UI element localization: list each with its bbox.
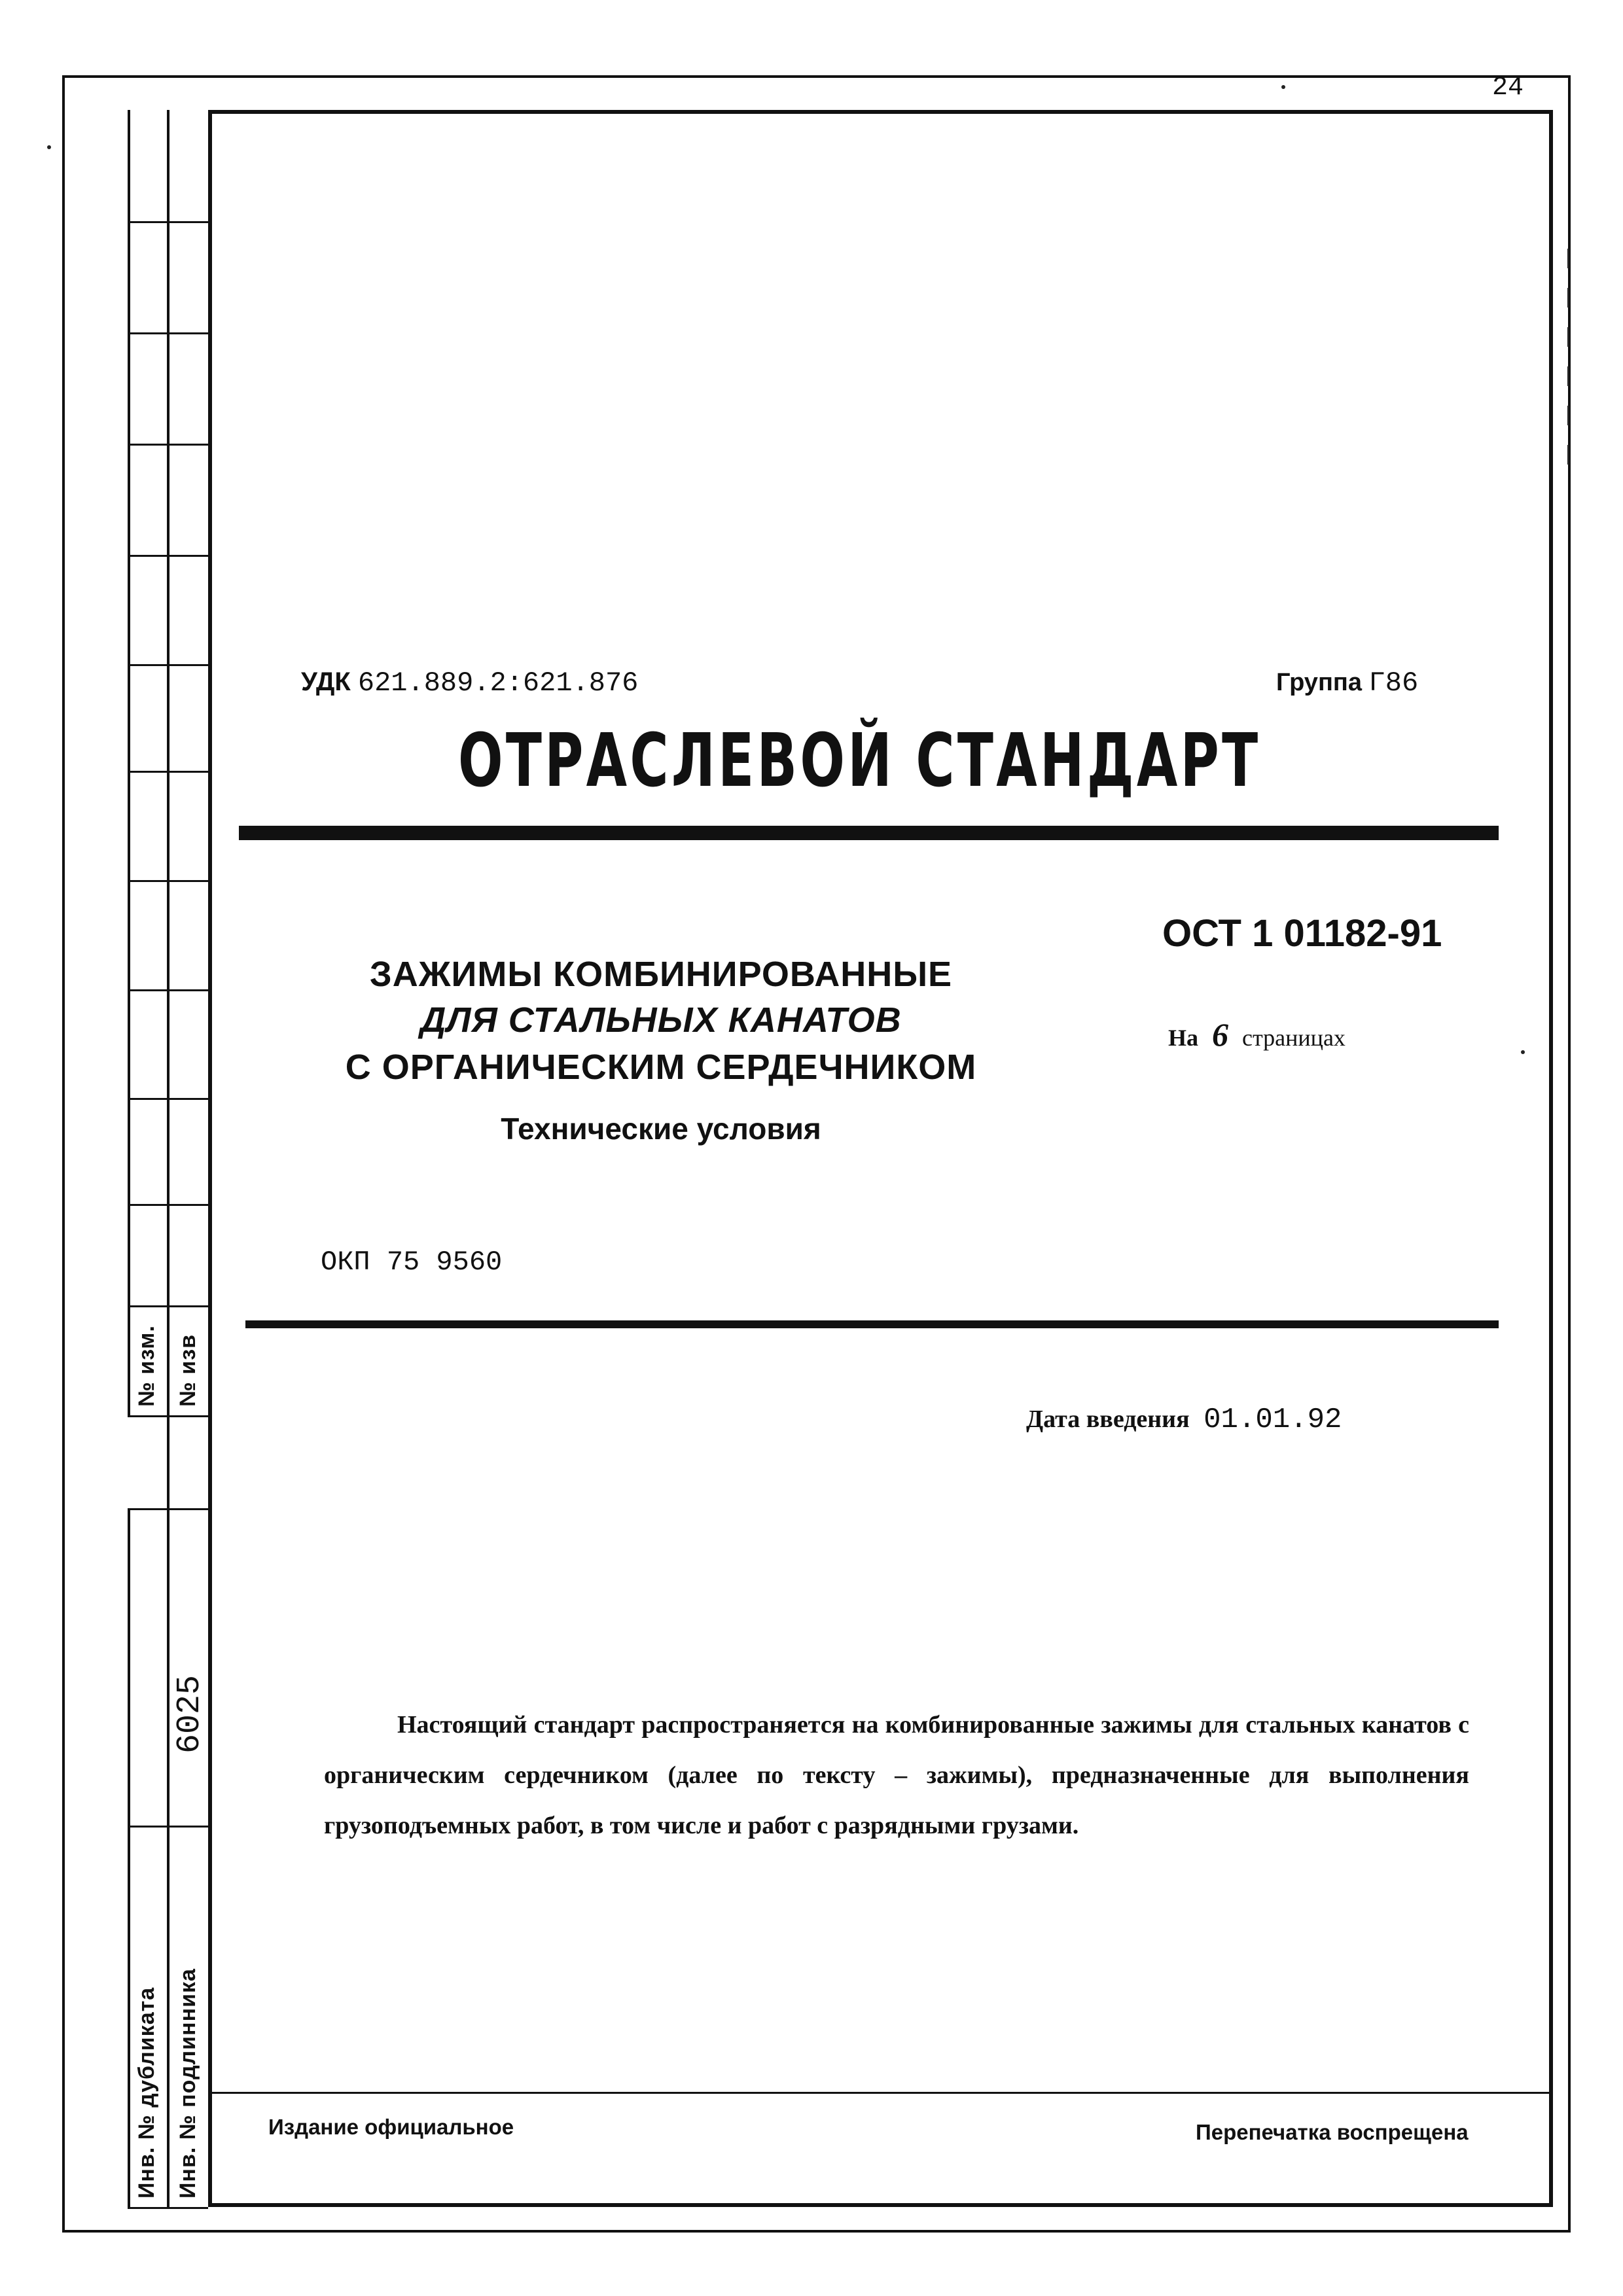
scan-speck [1281, 85, 1285, 89]
standard-type-heading: ОТРАСЛЕВОЙ СТАНДАРТ [458, 718, 1261, 804]
margin-cell-divider [128, 2207, 208, 2209]
margin-cell-divider [128, 1305, 208, 1307]
pages-prefix: На [1168, 1025, 1199, 1051]
udk-label: УДК [301, 667, 351, 696]
duplicate-inventory-label: Инв. № дубликата [134, 1987, 159, 2199]
margin-cell-divider [128, 332, 208, 334]
udk-value: 621.889.2:621.876 [357, 667, 639, 699]
document-title-line-2: ДЛЯ СТАЛЬНЫХ КАНАТОВ [420, 1000, 902, 1040]
scan-mark [1567, 249, 1569, 471]
margin-cell-divider [128, 1826, 208, 1828]
inventory-number: 6025 [171, 1674, 209, 1754]
margin-cell-divider [128, 1204, 208, 1206]
pages-count: 6 [1212, 1016, 1229, 1053]
page-number: 24 [1492, 73, 1524, 103]
introduction-date-value: 01.01.92 [1204, 1404, 1342, 1436]
scan-speck [1521, 1050, 1525, 1054]
introduction-date-label: Дата введения [1026, 1405, 1190, 1433]
notice-number-label: № изв [175, 1333, 200, 1407]
margin-left-border [128, 110, 130, 1415]
official-edition-note: Издание официальное [268, 2115, 514, 2139]
heading-rule [239, 826, 1499, 840]
margin-left-border [128, 1508, 130, 2207]
document-subtitle: Технические условия [501, 1112, 821, 1146]
scan-speck [47, 145, 51, 149]
section-rule [245, 1320, 1499, 1328]
group-line [1276, 667, 1418, 699]
margin-cell-divider [128, 221, 208, 223]
margin-cell-divider [128, 555, 208, 557]
main-frame [208, 110, 1553, 2207]
group-label: Группа [1276, 669, 1362, 696]
introduction-date [1026, 1404, 1342, 1436]
scope-text: Настоящий стандарт распространяется на комбинированные зажимы для стальных канатов с органическим сердечником (далее по тексту – зажимы), предназначенные для выполнения грузоподъемных работ, в том числе и работ с разрядными грузами. [324, 1711, 1469, 1839]
margin-cell-divider [128, 1098, 208, 1100]
margin-cell-divider [128, 664, 208, 666]
footer-rule [208, 2092, 1553, 2094]
standard-designation: ОСТ 1 01182-91 [1162, 912, 1442, 955]
original-inventory-label: Инв. № подлинника [175, 1968, 200, 2199]
reprint-prohibited-note: Перепечатка воспрещена [1196, 2120, 1469, 2144]
document-title-line-3: С ОРГАНИЧЕСКИМ СЕРДЕЧНИКОМ [345, 1048, 977, 1087]
margin-cell-divider [128, 1415, 208, 1417]
document-title-line-1: ЗАЖИМЫ КОМБИНИРОВАННЫЕ [369, 955, 953, 994]
okp-code: ОКП 75 9560 [321, 1246, 503, 1278]
page-count-line [1168, 1016, 1346, 1053]
margin-column-divider [167, 110, 169, 2207]
margin-cell-divider [128, 1508, 208, 1510]
scope-paragraph [324, 1700, 1469, 1851]
margin-cell-divider [128, 880, 208, 882]
revision-number-label: № изм. [134, 1325, 159, 1407]
margin-cell-divider [128, 989, 208, 991]
group-value: Г86 [1368, 667, 1419, 699]
pages-suffix: страницах [1242, 1025, 1346, 1051]
margin-cell-divider [128, 444, 208, 446]
margin-cell-divider [128, 771, 208, 773]
udk-line [301, 667, 638, 699]
